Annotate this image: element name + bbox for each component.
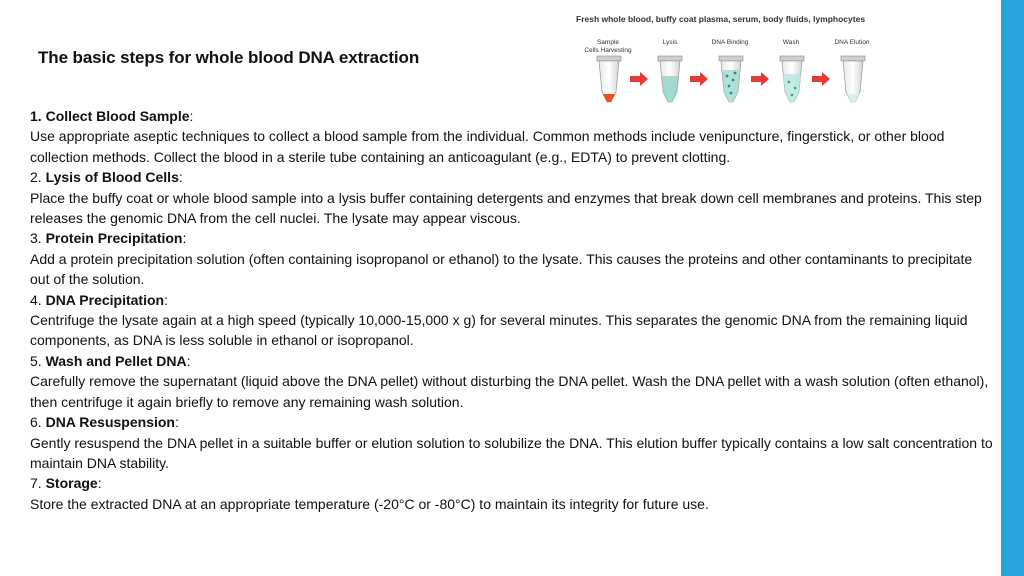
- step-name: DNA Precipitation: [45, 291, 165, 308]
- step-description: Store the extracted DNA at an appropriate temperature (-20°C or -80°C) to maintain its integrity for future use.: [30, 495, 709, 512]
- step-name: Storage: [45, 475, 98, 492]
- step-3: 3. Protein Precipitation: Add a protein precipitation solution (often containing isopropanol or ethanol) to the lysate. This causes the proteins and other contaminants to precipitate out of the solution.: [30, 228, 995, 289]
- tube-elution-icon: [841, 56, 865, 102]
- step-number: 4.: [30, 291, 42, 308]
- right-accent-bar: [1001, 0, 1024, 576]
- arrow-icon: [690, 72, 708, 86]
- step-description: Add a protein precipitation solution (often containing isopropanol or ethanol) to the lysate. This causes the proteins and other contaminants to precipitate out of the solution.: [30, 250, 973, 288]
- stage-label-dna-elution: DNA Elution: [834, 39, 870, 46]
- stage-label-dna-binding: DNA Binding: [711, 39, 749, 46]
- steps-list: [30, 106, 995, 514]
- arrow-icon: [630, 72, 648, 86]
- page-title: The basic steps for whole blood DNA extraction: [38, 48, 420, 67]
- step-description: Place the buffy coat or whole blood sample into a lysis buffer containing detergents and enzymes that break down cell membranes and proteins. This step releases the genomic DNA from the cell nuclei. The lysate may appear viscous.: [30, 189, 982, 227]
- stage-label-lysis: Lysis: [662, 39, 678, 46]
- step-6: 6. DNA Resuspension: Gently resuspend the DNA pellet in a suitable buffer or elution solution to solubilize the DNA. This elution buffer typically contains a low salt concentration to maintain DNA stability.: [30, 412, 995, 473]
- step-7: 7. Storage: Store the extracted DNA at an appropriate temperature (-20°C or -80°C) to maintain its integrity for future use.: [30, 473, 995, 514]
- arrow-icon: [812, 72, 830, 86]
- step-description: Gently resuspend the DNA pellet in a suitable buffer or elution solution to solubilize the DNA. This elution buffer typically contains a low salt concentration to maintain DNA stability.: [30, 434, 993, 471]
- step-5: 5. Wash and Pellet DNA: Carefully remove the supernatant (liquid above the DNA pellet) without disturbing the DNA pellet. Wash the DNA pellet with a wash solution (often ethanol), then centrifuge it again briefly to remove any remaining wash solution.: [30, 351, 995, 412]
- step-description: Carefully remove the supernatant (liquid above the DNA pellet) without disturbing the DNA pellet. Wash the DNA pellet with a wash solution (often ethanol), then centrifuge it again briefly to remove any remaining wash solution.: [30, 373, 989, 410]
- figure-title: Fresh whole blood, buffy coat plasma, serum, body fluids, lymphocytes: [576, 14, 866, 24]
- step-description: Centrifuge the lysate again at a high speed (typically 10,000-15,000 x g) for several minutes. This separates the genomic DNA from the remaining liquid components, as DNA is less soluble in ethanol or isopropanol.: [30, 312, 968, 349]
- step-number: 6.: [30, 414, 42, 431]
- step-description: Use appropriate aseptic techniques to collect a blood sample from the individual. Common methods include venipuncture, fingerstick, or other blood collection methods. Collect the blood in a sterile tube containing an anticoagulant (e.g., EDTA) to prevent clotting.: [30, 128, 945, 165]
- arrow-icon: [751, 72, 769, 86]
- stage-label-sample: Sample Cells Harvesting: [584, 39, 632, 54]
- stage-label-wash: Wash: [782, 39, 800, 46]
- step-1: 1. Collect Blood Sample: Use appropriate aseptic techniques to collect a blood sample from the individual. Common methods include venipuncture, fingerstick, or other blood collection methods. Collect the blood in a sterile tube containing an anticoagulant (e.g., EDTA) to prevent clotting.: [30, 106, 995, 167]
- tube-lysis-icon: [658, 56, 682, 102]
- step-name: Collect Blood Sample: [45, 108, 190, 124]
- step-number: 7.: [30, 475, 42, 492]
- step-number: 5.: [30, 352, 42, 369]
- step-name: Lysis of Blood Cells: [45, 169, 179, 186]
- step-number: 3.: [30, 230, 42, 247]
- extraction-workflow-figure: [570, 10, 890, 110]
- step-2: 2. Lysis of Blood Cells: Place the buffy coat or whole blood sample into a lysis buffer containing detergents and enzymes that break down cell membranes and proteins. This step releases the genomic DNA from the cell nuclei. The lysate may appear viscous.: [30, 167, 995, 228]
- step-number: 1.: [30, 108, 42, 124]
- step-name: Protein Precipitation: [45, 230, 183, 247]
- tube-binding-icon: [719, 56, 743, 102]
- step-name: DNA Resuspension: [45, 414, 175, 431]
- tube-diagram: [570, 10, 890, 110]
- step-4: 4. DNA Precipitation: Centrifuge the lysate again at a high speed (typically 10,000-15,000 x g) for several minutes. This separates the genomic DNA from the remaining liquid components, as DNA is less soluble in ethanol or isopropanol.: [30, 290, 995, 351]
- step-name: Wash and Pellet DNA: [45, 352, 187, 369]
- tube-wash-icon: [780, 56, 804, 102]
- tube-sample-icon: [597, 56, 621, 102]
- step-number: 2.: [30, 169, 42, 186]
